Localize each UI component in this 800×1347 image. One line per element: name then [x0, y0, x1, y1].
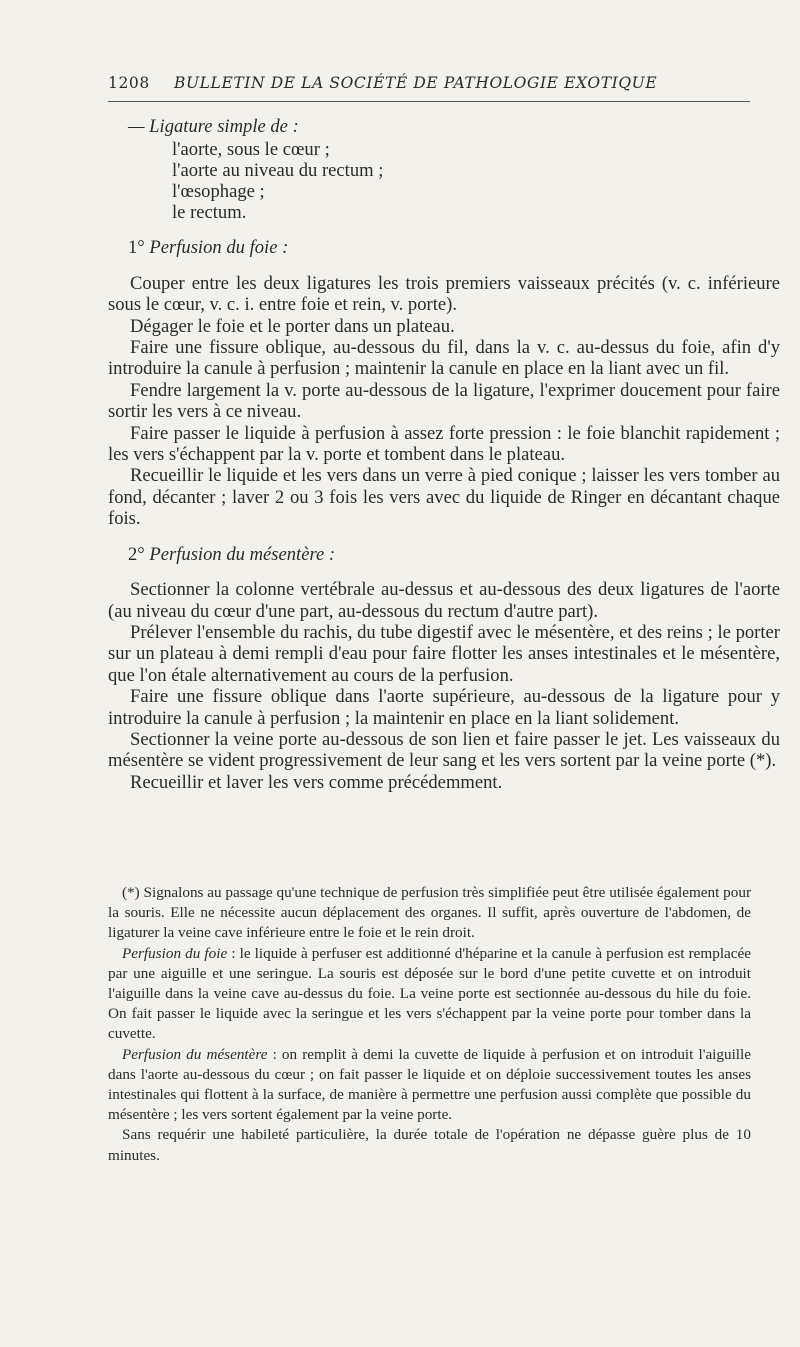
section-number: 1° [128, 237, 145, 259]
paragraph: Sectionner la veine porte au-dessous de son lien et faire passer le jet. Les vaisseaux du mésentère se vident progressivement de leur sang et les vers sortent par la veine porte (*). [108, 728, 780, 772]
running-header [108, 74, 750, 98]
footnote-paragraph: Sans requérir une habileté particulière, la durée totale de l'opération ne dépasse guère plus de 10 minutes. [108, 1126, 751, 1164]
footnote [108, 883, 751, 1166]
journal-title: BULLETIN DE LA SOCIÉTÉ DE PATHOLOGIE EXOTIQUE [174, 74, 658, 92]
footnote-paragraph [108, 944, 751, 1045]
header-rule [108, 101, 750, 102]
section-title: Perfusion du mésentère : [149, 543, 336, 565]
section-title: Perfusion du foie : [149, 237, 289, 259]
paragraph: Couper entre les deux ligatures les trois premiers vaisseaux précités (v. c. inférieure sous le cœur, v. c. i. entre foie et rein, v. porte). [108, 272, 780, 316]
footnote-text: : le liquide à perfuser est additionné d'héparine et la canule à perfusion est remplacée par une aiguille et une seringue. La souris est déposée sur le bord d'une petite cuvette et on introduit l'aiguille dans la veine cave au-dessus du foie. La veine porte est sectionnée au-dessous du hile du foie. On fait passer le liquide avec la seringue et les vers s'échappent par la veine porte pour tomber dans la cuvette. [108, 944, 751, 1043]
list-item: l'aorte au niveau du rectum ; [172, 160, 384, 182]
list-item: le rectum. [172, 202, 247, 224]
page-number: 1208 [108, 74, 150, 92]
section-heading-mesentery [128, 544, 780, 565]
paragraph: Dégager le foie et le porter dans un plateau. [130, 315, 455, 337]
paragraph: Recueillir et laver les vers comme précédemment. [130, 771, 503, 793]
list-item: l'œsophage ; [172, 181, 265, 203]
paragraph: Faire passer le liquide à perfusion à assez forte pression : le foie blanchit rapidement ; les vers s'échappent par la v. porte et tombent dans le plateau. [108, 422, 780, 466]
paragraph: Faire une fissure oblique dans l'aorte supérieure, au-dessous de la ligature pour y introduire la canule à perfusion ; la maintenir en place en la liant solidement. [108, 686, 780, 729]
ligature-list [172, 139, 780, 223]
list-item: l'aorte, sous le cœur ; [172, 139, 330, 161]
footnote-label: Perfusion du foie [122, 944, 228, 962]
paragraph: Prélever l'ensemble du rachis, du tube digestif avec le mésentère, et des reins ; le porter sur un plateau à demi rempli d'eau pour faire flotter les anses intestinales et le mésentère, que l'on étale alternativement au cours de la perfusion. [108, 621, 780, 686]
footnote-paragraph: (*) Signalons au passage qu'une technique de perfusion très simplifiée peut être utilisée également pour la souris. Elle ne nécessite aucun déplacement des organes. Il suffit, après ouverture de l'abdomen, de ligaturer la veine cave inférieure entre le foie et le rein droit. [108, 884, 751, 942]
footnote-text: : on remplit à demi la cuvette de liquide à perfusion et on introduit l'aiguille dans l'aorte au-dessous du cœur ; on fait passer le liquide et on déploie successivement toutes les anses intestinales qui flottent à la surface, de manière à permettre une perfusion aussi complète que possible du mésentère ; les vers sortent également par la veine porte. [108, 1045, 751, 1124]
paragraph: Fendre largement la v. porte au-dessous de la ligature, l'exprimer doucement pour faire sortir les vers à ce niveau. [108, 379, 780, 423]
paragraph: Recueillir le liquide et les vers dans un verre à pied conique ; laisser les vers tomber au fond, décanter ; laver 2 ou 3 fois les vers avec du liquide de Ringer en décantant chaque fois. [108, 465, 780, 530]
paragraph: Sectionner la colonne vertébrale au-dessus et au-dessous des deux ligatures de l'aorte (au niveau du cœur d'une part, au-dessous du rectum d'autre part). [108, 579, 780, 622]
main-text [108, 116, 780, 793]
footnote-label: Perfusion du mésentère [122, 1045, 268, 1063]
section-number: 2° [128, 543, 145, 565]
ligature-intro: — Ligature simple de : [128, 116, 299, 137]
section-heading-liver [128, 237, 780, 258]
footnote-paragraph [108, 1045, 751, 1126]
paragraph: Faire une fissure oblique, au-dessous du fil, dans la v. c. au-dessus du foie, afin d'y introduire la canule à perfusion ; maintenir la canule en place en la liant avec un fil. [108, 337, 780, 380]
